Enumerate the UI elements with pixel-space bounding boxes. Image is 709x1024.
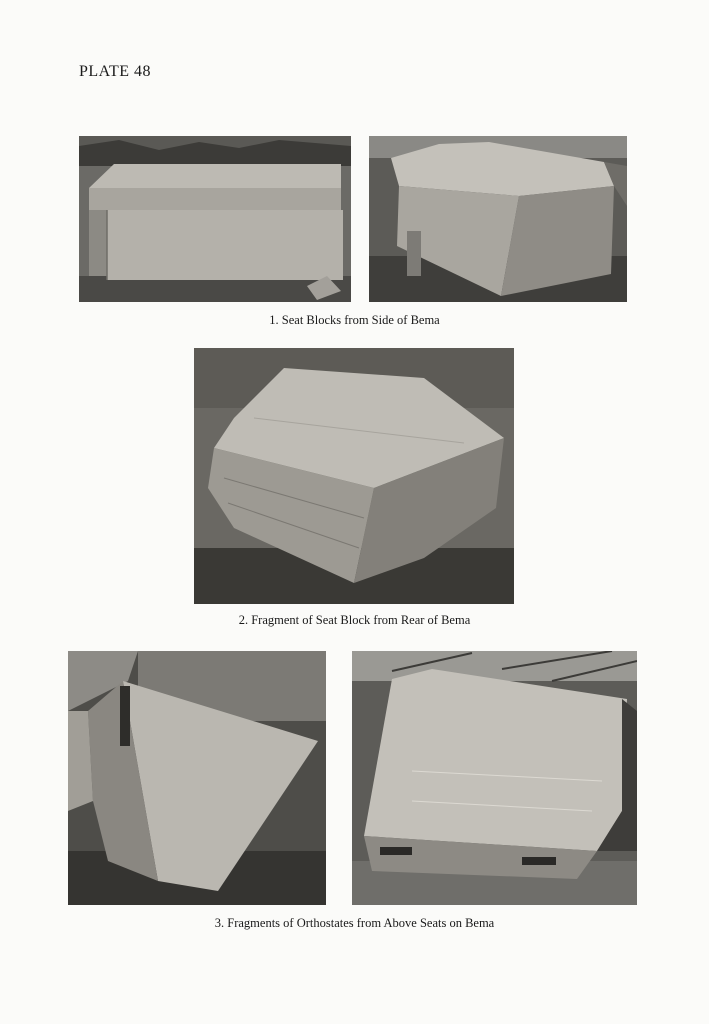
figure-1-caption: 1. Seat Blocks from Side of Bema [269,313,440,327]
photo-orthostate-fragment-3a [68,651,326,905]
photo-orthostate-fragment-3b [352,651,637,905]
photo-seat-block-1a [79,136,351,302]
plate-title: PLATE 48 [79,63,151,80]
photo-seat-block-fragment-2 [194,348,514,604]
figure-2-caption: 2. Fragment of Seat Block from Rear of Bema [238,613,471,627]
photo-seat-block-1b [369,136,627,302]
figure-3-caption: 3. Fragments of Orthostates from Above Seats on Bema [214,916,495,930]
